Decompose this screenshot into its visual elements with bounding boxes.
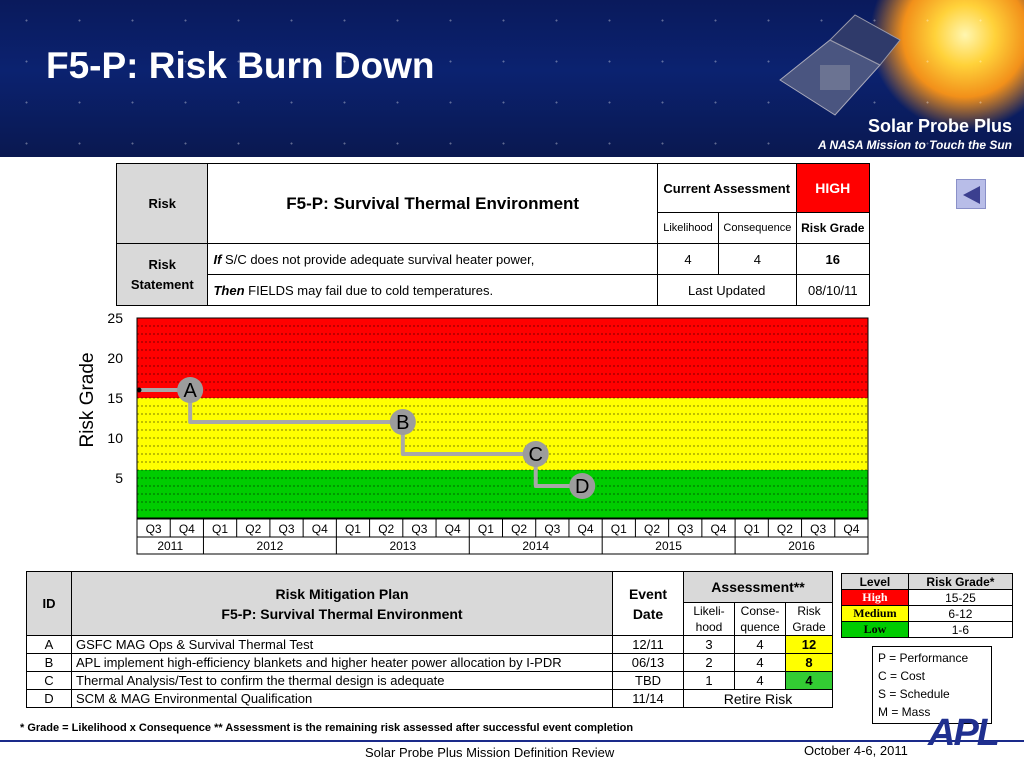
table-row [27,636,833,654]
legend-level-high: High [842,590,909,606]
col-consequence-sub [735,603,786,636]
band-medium [137,398,868,470]
row-consequence: 4 [735,654,786,672]
col-likelihood-sub [684,603,735,636]
risk-level-legend [841,573,1013,638]
quarter-tick-label: Q3 [677,522,694,536]
row-date: 06/13 [613,654,684,672]
legend-range-high: 15-25 [908,590,1012,606]
quarter-tick-label: Q2 [245,522,262,536]
footer-divider [0,740,1024,742]
quarter-tick-label: Q3 [411,522,428,536]
col-plan-line2: F5-P: Survival Thermal Environment [221,605,463,622]
mitigation-plan-table [26,571,833,708]
legend-range-low: 1-6 [908,622,1012,638]
row-grade: 12 [786,636,833,654]
then-word: Then [213,282,245,298]
y-tick-label: 15 [107,390,123,406]
quarter-tick-label: Q1 [212,522,229,536]
risk-statement-label: Risk Statement [117,244,208,306]
row-plan: Thermal Analysis/Test to confirm the thermal design is adequate [72,672,613,690]
y-tick-label: 25 [107,310,123,326]
brand-name: Solar Probe Plus [867,116,1012,136]
risk-grade-value: 16 [796,244,869,275]
col-date-line1: Event [628,585,668,602]
col-likelihood: Likelihood [657,213,718,244]
quarter-tick-label: Q3 [810,522,827,536]
likelihood-value: 4 [657,244,718,275]
table-row [27,672,833,690]
legend-col-grade: Risk Grade* [908,574,1012,590]
year-tick-label: 2011 [157,539,184,553]
y-axis-label: Risk Grade [77,352,98,448]
y-tick-label: 20 [107,350,123,366]
risk-title: F5-P: Survival Thermal Environment [208,164,657,244]
row-id: C [27,672,72,690]
consequence-value: 4 [719,244,796,275]
year-tick-label: 2015 [655,539,682,553]
legend-performance: P = Performance [878,651,969,665]
col-likelihood-line1: Likeli- [693,604,725,618]
risk-label: Risk [117,164,208,244]
year-tick-label: 2012 [256,539,284,553]
row-id: B [27,654,72,672]
quarter-tick-label: Q1 [743,522,760,536]
row-consequence: 4 [735,636,786,654]
legend-cost: C = Cost [878,669,926,683]
col-likelihood-line2: hood [695,620,723,634]
row-plan: GSFC MAG Ops & Survival Thermal Test [72,636,613,654]
quarter-tick-label: Q4 [311,522,328,536]
row-likelihood: 1 [684,672,735,690]
marker-label: C [528,444,543,466]
legend-range-medium: 6-12 [908,606,1012,622]
row-grade: 8 [786,654,833,672]
row-consequence: 4 [735,672,786,690]
col-grade-sub [786,603,833,636]
row-date: TBD [613,672,684,690]
legend-mass: M = Mass [878,705,931,719]
footnote: * Grade = Likelihood x Consequence ** Assessment is the remaining risk assessed after successful event completion [20,722,634,734]
col-risk-grade: Risk Grade [796,213,869,244]
quarter-tick-label: Q4 [178,522,195,536]
col-consequence-line2: quence [740,620,780,634]
quarter-tick-label: Q1 [610,522,627,536]
col-consequence: Consequence [719,213,796,244]
footer-title: Solar Probe Plus Mission Definition Review [365,745,615,760]
y-tick-label: 10 [107,430,123,446]
col-plan [72,572,613,636]
col-event-date [613,572,684,636]
quarter-tick-label: Q4 [843,522,860,536]
page-title: F5-P: Risk Burn Down [46,45,435,86]
marker-label: A [183,380,197,402]
quarter-tick-label: Q4 [444,522,461,536]
legend-level-medium: Medium [842,606,909,622]
quarter-tick-label: Q2 [378,522,395,536]
row-retire: Retire Risk [684,690,833,708]
last-updated-value: 08/10/11 [796,275,869,306]
last-updated-label: Last Updated [657,275,796,306]
row-likelihood: 3 [684,636,735,654]
year-tick-label: 2013 [389,539,417,553]
row-date: 12/11 [613,636,684,654]
year-tick-label: 2014 [522,539,550,553]
line-start-point [137,388,142,393]
quarter-tick-label: Q2 [776,522,793,536]
quarter-tick-label: Q4 [710,522,727,536]
row-plan: APL implement high-efficiency blankets and higher heater power allocation by I-PDR [72,654,613,672]
col-assessment: Assessment** [684,572,833,603]
apl-logo: APL [928,712,998,754]
brand-tagline: A NASA Mission to Touch the Sun [818,138,1012,152]
table-row [27,690,833,708]
if-word: If [213,251,222,267]
legend-col-level: Level [842,574,909,590]
quarter-tick-label: Q1 [344,522,361,536]
risk-level-badge: HIGH [796,164,869,213]
footer-date: October 4-6, 2011 [804,743,908,758]
legend-level-low: Low [842,622,909,638]
row-plan: SCM & MAG Environmental Qualification [72,690,613,708]
row-id: A [27,636,72,654]
col-grade-line1: Risk [797,604,821,618]
quarter-tick-label: Q3 [145,522,162,536]
col-plan-line1: Risk Mitigation Plan [275,585,409,602]
row-date: 11/14 [613,690,684,708]
col-consequence-line1: Conse- [740,604,780,618]
quarter-tick-label: Q3 [278,522,295,536]
quarter-tick-label: Q2 [644,522,661,536]
if-text: S/C does not provide adequate survival heater power, [221,251,535,267]
year-tick-label: 2016 [788,539,815,553]
row-likelihood: 2 [684,654,735,672]
row-grade: 4 [786,672,833,690]
col-date-line2: Date [632,605,664,622]
quarter-tick-label: Q1 [477,522,494,536]
marker-label: D [575,476,590,498]
marker-label: B [396,412,410,434]
quarter-tick-label: Q3 [544,522,561,536]
table-row [27,654,833,672]
legend-schedule: S = Schedule [878,687,950,701]
current-assessment-label: Current Assessment [657,164,796,213]
col-grade-line2: Grade [792,620,826,634]
row-id: D [27,690,72,708]
quarter-tick-label: Q4 [577,522,594,536]
col-id: ID [27,572,72,636]
y-tick-label: 5 [115,470,123,486]
quarter-tick-label: Q2 [511,522,528,536]
then-text: FIELDS may fail due to cold temperatures. [244,282,494,298]
